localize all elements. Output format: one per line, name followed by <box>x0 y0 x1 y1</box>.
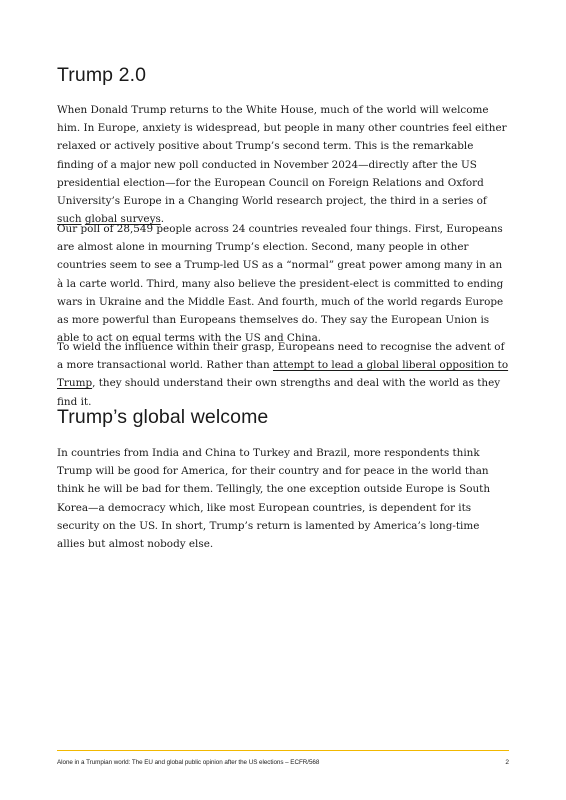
link-liberal-opposition[interactable]: attempt to lead a global liberal opposition to Trump <box>57 359 509 390</box>
link-global-surveys[interactable]: global surveys <box>84 213 161 226</box>
footer-title: Alone in a Trumpian world: The EU and global public opinion after the US elections – ECFR/568 <box>57 759 320 766</box>
paragraph-global-welcome: In countries from India and China to Turkey and Brazil, more respondents think Trump will be good for America, for their country and for peace in the world than think he will be bad for them. Tellingly, the one exception outside Europe is South Korea—a democracy which, like most European countries, is dependent for its security on the US. In short, Trump’s return is lamented by America’s long-time allies but almost nobody else. <box>57 447 491 551</box>
section-heading-trump-2: Trump 2.0 <box>57 64 147 86</box>
footer-page-number: 2 <box>505 759 509 766</box>
paragraph-influence-before: To wield the influence within their grasp, Europeans need to recognise the advent of a more transactional world. Rather than <box>57 341 505 372</box>
link-such[interactable]: such <box>57 213 82 226</box>
paragraph-influence-after: , they should understand their own strengths and deal with the world as they find it. <box>57 377 501 408</box>
paragraph-intro <box>57 101 509 228</box>
paragraph-influence <box>57 338 509 411</box>
section-heading-global-welcome: Trump’s global welcome <box>57 406 269 428</box>
footer-divider <box>57 750 509 751</box>
paragraph-poll-findings: Our poll of 28,549 people across 24 countries revealed four things. First, Europeans are almost alone in mourning Trump’s election. Second, many people in other countries seem to see a Trump-led US as a “normal” great power among many in an à la carte world. Third, many also believe the president-elect is committed to ending wars in Ukraine and the Middle East. And fourth, much of the world regards Europe as more powerful than Europeans themselves do. They say the European Union is able to act on equal terms with the US and China. <box>57 223 504 345</box>
paragraph-intro-text: When Donald Trump returns to the White House, much of the world will welcome him. In Europe, anxiety is widespread, but people in many other countries feel either relaxed or actively positive about Trump’s second term. This is the remarkable finding of a major new poll conducted in November 2024—directly after the US presidential election—for the European Council on Foreign Relations and Oxford University’s Europe in a Changing World research project, the third in a series of <box>57 104 507 208</box>
paragraph-intro-end: . <box>160 213 165 226</box>
